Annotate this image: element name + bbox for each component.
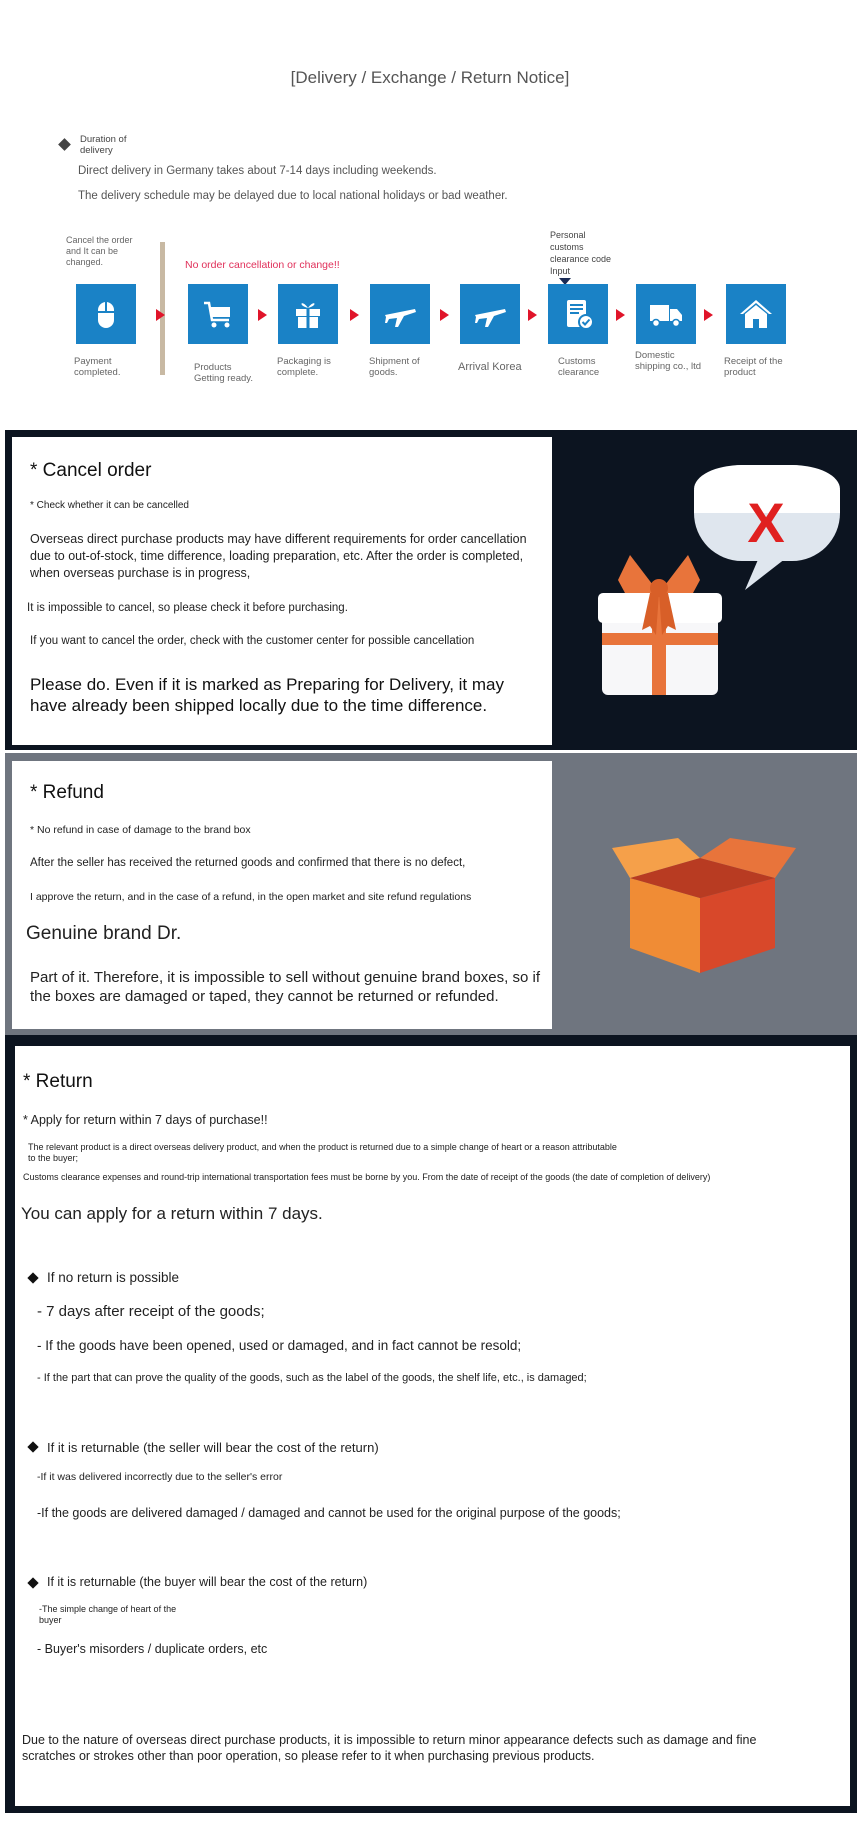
flow-arrow-icon bbox=[704, 309, 713, 321]
step-packaging bbox=[278, 284, 338, 344]
page-title: [Delivery / Exchange / Return Notice] bbox=[290, 68, 570, 87]
step-arrival bbox=[460, 284, 520, 344]
gift-icon bbox=[288, 294, 328, 334]
airplane-icon bbox=[380, 294, 420, 334]
mouse-icon bbox=[86, 294, 126, 334]
step-label-receipt: Receipt of the product bbox=[724, 356, 783, 378]
step-label-domestic: Domestic shipping co., ltd bbox=[635, 350, 702, 372]
x-mark-icon: X bbox=[747, 491, 785, 554]
no-cancel-note: No order cancellation or change!! bbox=[185, 259, 340, 271]
no-return-item: - If the goods have been opened, used or damaged, and in fact cannot be resold; bbox=[37, 1338, 522, 1353]
flow-arrow-icon bbox=[258, 309, 267, 321]
buyer-return-item: - Buyer's misorders / duplicate orders, etc bbox=[37, 1642, 268, 1656]
flow-arrow-icon bbox=[156, 309, 165, 321]
refund-card bbox=[12, 761, 552, 1029]
box-icon bbox=[600, 838, 810, 978]
flow-arrow-icon bbox=[528, 309, 537, 321]
cart-icon bbox=[198, 294, 238, 334]
bullet-diamond-icon bbox=[27, 1272, 38, 1283]
cancel-paragraph-3: If you want to cancel the order, check with the customer center for possible cancellation bbox=[30, 635, 475, 647]
return-paragraph-1: The relevant product is a direct overseas delivery product, and when the product is returned due to a simple change of heart or a reason attributable to the buyer; bbox=[28, 1142, 617, 1163]
cancel-note: Cancel the order and It can be changed. bbox=[66, 235, 133, 267]
document-check-icon bbox=[558, 294, 598, 334]
flow-arrow-icon bbox=[350, 309, 359, 321]
step-domestic-shipping bbox=[636, 284, 696, 344]
gift-box-icon bbox=[598, 555, 722, 695]
flow-arrow-icon bbox=[616, 309, 625, 321]
refund-paragraph-4: Part of it. Therefore, it is impossible to sell without genuine brand boxes, so if the boxes are damaged or taped, they cannot be returned or refunded. bbox=[30, 969, 540, 1005]
return-heading: * Return bbox=[23, 1071, 93, 1092]
cancel-paragraph-1: Overseas direct purchase products may have different requirements for order cancellation due to out-of-stock, time difference, loading preparation, etc. After the order is completed, when overseas purchase is in progress, bbox=[30, 532, 527, 580]
step-label-products: Products Getting ready. bbox=[194, 362, 253, 384]
buyer-return-item: -The simple change of heart of the buyer bbox=[39, 1604, 177, 1625]
step-receipt bbox=[726, 284, 786, 344]
return-subheading: * Apply for return within 7 days of purchase!! bbox=[23, 1113, 268, 1127]
cancel-illustration bbox=[590, 450, 850, 720]
seller-return-item: -If it was delivered incorrectly due to the seller's error bbox=[37, 1471, 283, 1483]
seller-return-item: -If the goods are delivered damaged / damaged and cannot be used for the original purpose of the goods; bbox=[37, 1506, 621, 1520]
step-products bbox=[188, 284, 248, 344]
step-label-customs: Customs clearance bbox=[558, 356, 600, 378]
return-paragraph-2: Customs clearance expenses and round-trip international transportation fees must be borne by you. From the date of receipt of the goods (the date of completion of delivery) bbox=[23, 1172, 711, 1182]
step-label-packaging: Packaging is complete. bbox=[277, 356, 331, 378]
step-shipment bbox=[370, 284, 430, 344]
refund-paragraph-3: Genuine brand Dr. bbox=[26, 923, 182, 944]
cancel-card bbox=[12, 437, 552, 745]
house-icon bbox=[736, 294, 776, 334]
airplane-icon bbox=[470, 294, 510, 334]
refund-paragraph-2: I approve the return, and in the case of a refund, in the open market and site refund regulations bbox=[30, 891, 472, 903]
cancel-paragraph-4: Please do. Even if it is marked as Preparing for Delivery, it may have already been shipped locally due to the time difference. bbox=[30, 675, 504, 715]
cancel-heading: * Cancel order bbox=[30, 460, 152, 481]
cancel-paragraph-2: It is impossible to cancel, so please check it before purchasing. bbox=[27, 602, 348, 614]
duration-line-1: Direct delivery in Germany takes about 7-14 days including weekends. bbox=[78, 165, 437, 177]
return-paragraph-3: You can apply for a return within 7 days. bbox=[21, 1204, 323, 1223]
return-footer: Due to the nature of overseas direct purchase products, it is impossible to return minor appearance defects such as damage and fine scratches or strokes other than poor operation, so please refer to it when purchasing previous products. bbox=[22, 1733, 757, 1763]
refund-subheading: * No refund in case of damage to the brand box bbox=[30, 824, 251, 836]
step-customs bbox=[548, 284, 608, 344]
step-label-arrival: Arrival Korea bbox=[458, 361, 522, 373]
no-return-item: - 7 days after receipt of the goods; bbox=[37, 1303, 265, 1320]
buyer-return-title: If it is returnable (the buyer will bear the cost of the return) bbox=[47, 1575, 368, 1589]
refund-heading: * Refund bbox=[30, 782, 104, 803]
duration-label: Duration of delivery bbox=[80, 134, 127, 156]
delivery-flow bbox=[0, 232, 860, 407]
bullet-diamond-icon bbox=[27, 1441, 38, 1452]
seller-return-title: If it is returnable (the seller will bear the cost of the return) bbox=[47, 1440, 379, 1455]
bullet-diamond-icon bbox=[27, 1577, 38, 1588]
no-return-title: If no return is possible bbox=[47, 1270, 180, 1285]
flow-arrow-icon bbox=[440, 309, 449, 321]
no-return-item: - If the part that can prove the quality of the goods, such as the label of the goods, the shelf life, etc., is damaged; bbox=[37, 1372, 587, 1384]
bullet-diamond-icon bbox=[58, 138, 71, 151]
cancel-subheading: * Check whether it can be cancelled bbox=[30, 500, 189, 511]
duration-line-2: The delivery schedule may be delayed due to local national holidays or bad weather. bbox=[78, 190, 508, 202]
step-label-shipment: Shipment of goods. bbox=[369, 356, 420, 378]
step-payment bbox=[76, 284, 136, 344]
truck-icon bbox=[646, 294, 686, 334]
return-card bbox=[15, 1046, 850, 1806]
step-label-payment: Payment completed. bbox=[74, 356, 121, 378]
refund-paragraph-1: After the seller has received the returned goods and confirmed that there is no defect, bbox=[30, 857, 466, 869]
customs-code-note: Personal customs clearance code Input bbox=[550, 230, 612, 276]
